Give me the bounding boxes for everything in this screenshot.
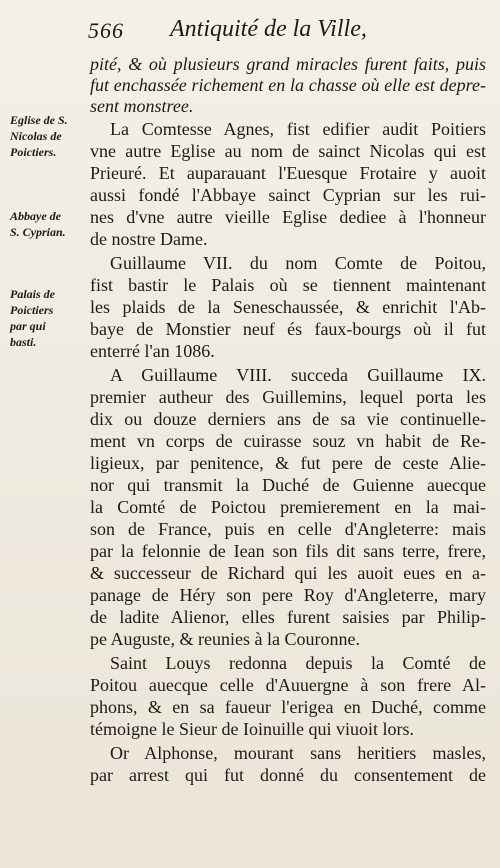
- text-line: & successeur de Richard qui les auoit eues en a-: [90, 563, 486, 583]
- text-line: la Comté de Poictou premierement en la mai-: [90, 497, 486, 517]
- text-line: vne autre Eglise au nom de sainct Nicolas qui est: [90, 141, 486, 161]
- margin-note-line: par qui: [10, 319, 46, 333]
- text-line: fut enchassée richement en la chasse où elle est depre-: [90, 75, 486, 95]
- margin-note-line: Poictiers: [10, 303, 54, 317]
- text-line: par arrest qui fut donné du consentement de: [90, 765, 486, 785]
- text-line: nor qui transmit la Duché de Guienne auecque: [90, 475, 486, 495]
- text-line: dix ou douze derniers ans de sa vie continuelle-: [90, 409, 486, 429]
- text-line: Saint Louys redonna depuis la Comté de: [110, 653, 486, 673]
- margin-note-line: basti.: [10, 335, 37, 349]
- margin-note-palais: [10, 286, 92, 350]
- text-line: fist bastir le Palais où se tiennent maintenant: [90, 275, 486, 295]
- text-line: premier autheur des Guillemins, lequel porta les: [90, 387, 486, 407]
- text-line: son de France, puis en celle d'Angleterre: mais: [90, 519, 486, 539]
- text-line: nes d'vne autre vieille Eglise dediee à l'honneur: [90, 207, 486, 227]
- text-line: enterré l'an 1086.: [90, 341, 215, 361]
- text-line: Poitou auecque celle d'Auuergne à son frere Al-: [90, 675, 486, 695]
- text-line: pité, & où plusieurs grand miracles furent faits, puis: [90, 54, 486, 74]
- margin-note-line: S. Cyprian.: [10, 225, 66, 239]
- text-line: sent monstree.: [90, 96, 194, 116]
- margin-note-line: Eglise de S.: [10, 113, 68, 127]
- text-line: baye de Monstier neuf és faux-bourgs où il fut: [90, 319, 486, 339]
- text-line: pe Auguste, & reunies à la Couronne.: [90, 629, 360, 649]
- margin-note-line: Palais de: [10, 287, 55, 301]
- text-line: phons, & en sa faueur l'erigea en Duché, comme: [90, 697, 486, 717]
- margin-note-abbaye: [10, 208, 92, 240]
- running-title: Antiquité de la Ville,: [170, 16, 367, 42]
- text-line: témoigne le Sieur de Ioinuille qui viuoit lors.: [90, 719, 414, 739]
- text-line: ligieux, par penitence, & fut pere de ceste Alie-: [90, 453, 486, 473]
- text-line: les plaids de la Seneschaussée, & enrichit l'Ab-: [90, 297, 486, 317]
- text-line: Prieuré. Et auparauant l'Euesque Frotaire y auoit: [90, 163, 486, 183]
- margin-note-eglise: [10, 112, 92, 160]
- text-line: La Comtesse Agnes, fist edifier audit Poitiers: [110, 119, 486, 139]
- margin-note-line: Abbaye de: [10, 209, 61, 223]
- text-line: par la felonnie de Iean son fils dit sans terre, frere,: [90, 541, 486, 561]
- text-line: A Guillaume VIII. succeda Guillaume IX.: [110, 365, 486, 385]
- text-line: Guillaume VII. du nom Comte de Poitou,: [110, 253, 486, 273]
- text-line: de ladite Alienor, elles furent saisies par Philip-: [90, 607, 486, 627]
- text-line: Or Alphonse, mourant sans heritiers masles,: [110, 743, 486, 763]
- margin-note-line: Poictiers.: [10, 145, 57, 159]
- text-line: ment vn corps de cuirasse souz vn habit de Re-: [90, 431, 486, 451]
- text-line: panage de Héry son pere Roy d'Angleterre, mary: [90, 585, 486, 605]
- page-number: 566: [88, 18, 124, 43]
- text-line: aussi fondé l'Abbaye sainct Cyprian sur les rui-: [90, 185, 486, 205]
- running-header: [88, 14, 488, 48]
- text-line: de nostre Dame.: [90, 229, 208, 249]
- margin-note-line: Nicolas de: [10, 129, 62, 143]
